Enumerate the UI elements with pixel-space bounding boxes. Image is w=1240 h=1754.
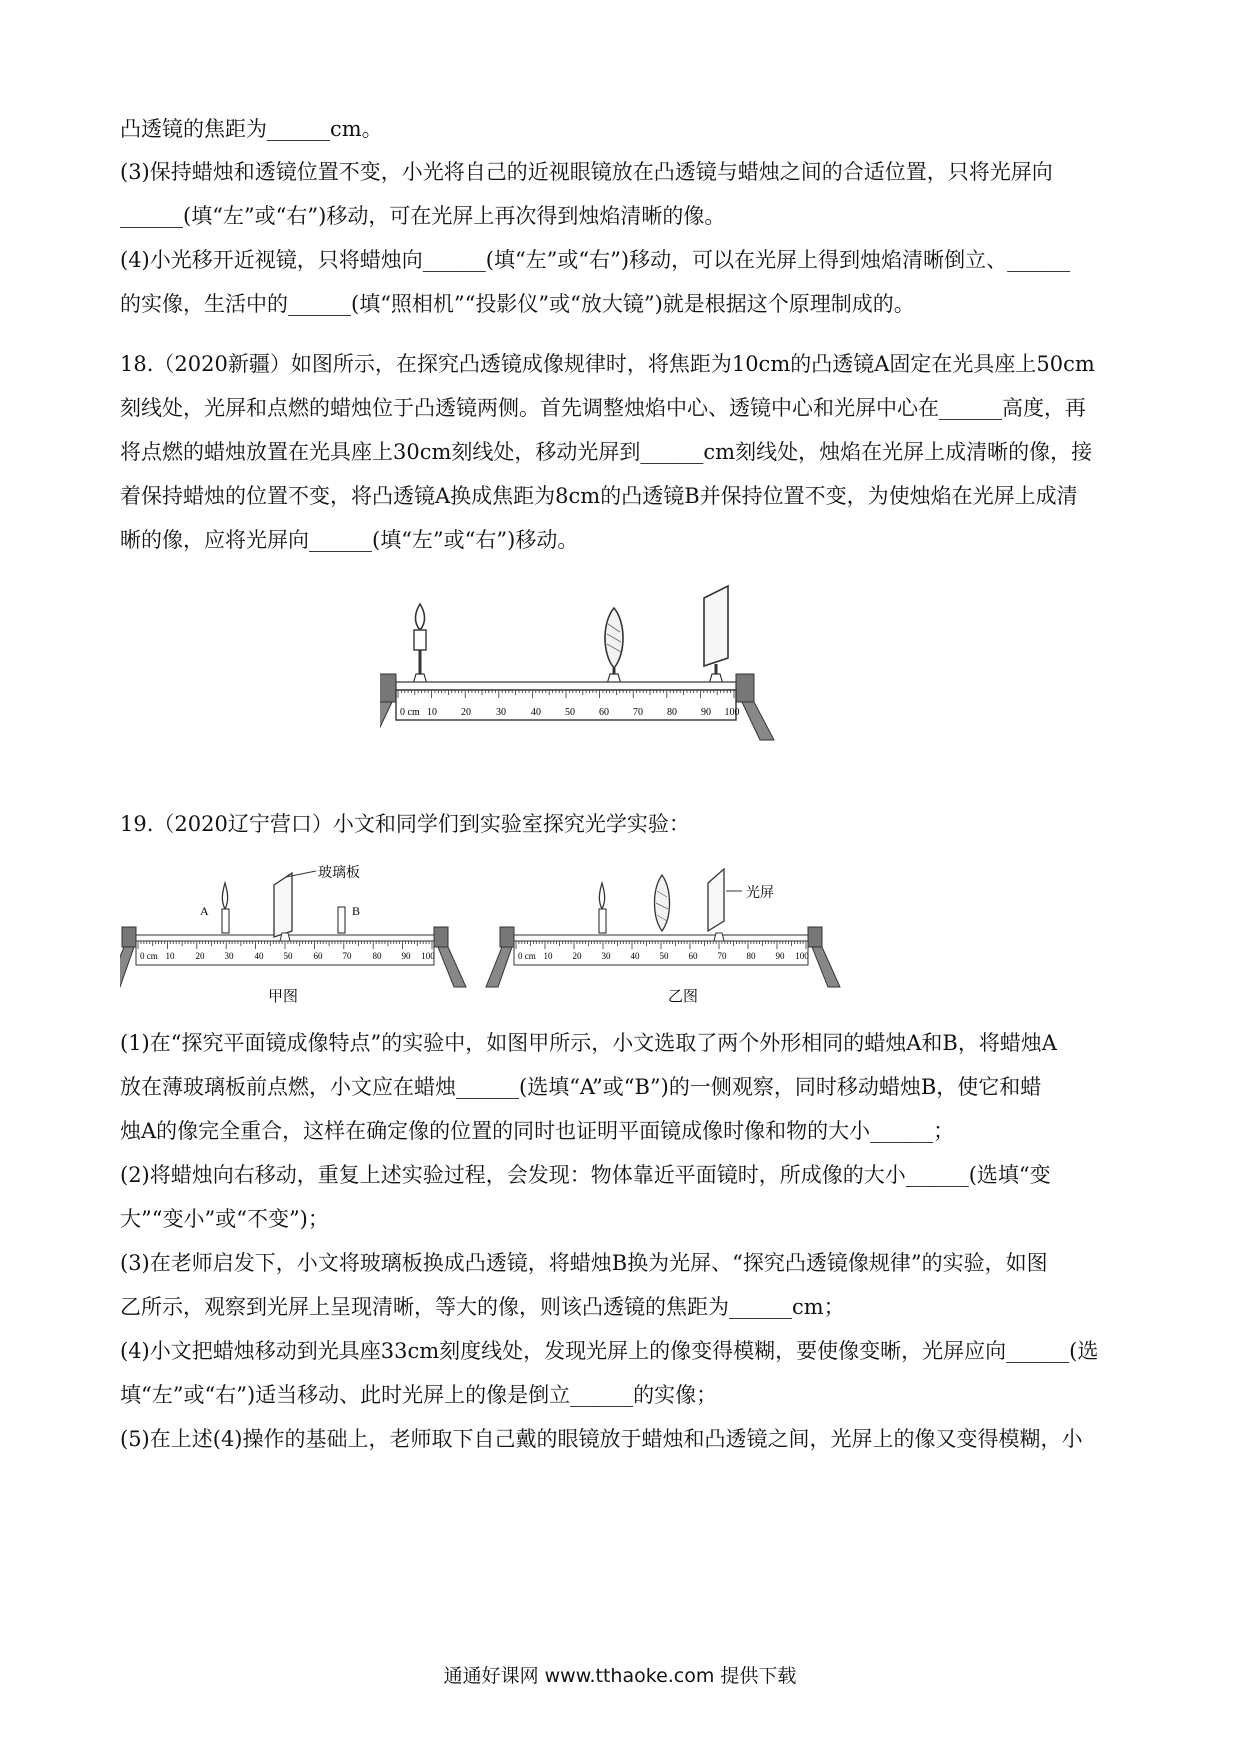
scale-label-30: 30 [496, 707, 506, 718]
q19-part-1-line-3: 烛A的像完全重合，这样在确定像的位置的同时也证明平面镜成像时像和物的大小______； [120, 1119, 955, 1143]
figure-jia-caption: 甲图 [268, 987, 299, 1005]
line-4: (4)小光移开近视镜，只将蜡烛向______(填“左”或“右”)移动，可以在光屏上得到烛焰清晰倒立、______ [120, 248, 1071, 272]
scale-label-100: 100 [724, 707, 740, 718]
light-screen-icon [704, 586, 728, 684]
scale-label-90: 90 [401, 951, 411, 961]
q19-part-2-line-2: 大”“变小”或“不变”)； [120, 1207, 329, 1231]
scale-label-10: 10 [427, 707, 437, 718]
scale-label-70: 70 [633, 707, 643, 718]
candle-b-label: B [352, 904, 361, 918]
line-3: ______(填“左”或“右”)移动，可在光屏上再次得到烛焰清晰的像。 [120, 204, 726, 228]
q19-part-3-line-1: (3)在老师启发下，小文将玻璃板换成凸透镜，将蜡烛B换为光屏、“探究凸透镜像规律”的实验，如图 [120, 1251, 1048, 1275]
scale-label-80: 80 [746, 951, 756, 961]
question-18-line-2: 刻线处，光屏和点燃的蜡烛位于凸透镜两侧。首先调整烛焰中心、透镜中心和光屏中心在______高度，再 [120, 396, 1086, 420]
scale-label-10: 10 [543, 951, 553, 961]
figure-yi-caption: 乙图 [668, 987, 699, 1005]
scale-label-30: 30 [224, 951, 234, 961]
question-18-line-4: 着保持蜡烛的位置不变，将凸透镜A换成焦距为8cm的凸透镜B并保持位置不变，为使烛焰在光屏上成清 [120, 484, 1078, 508]
q19-part-1-line-2: 放在薄玻璃板前点燃，小文应在蜡烛______(选填“A”或“B”)的一侧观察，同时移动蜡烛B，使它和蜡 [120, 1075, 1042, 1099]
optical-bench-figure-18 [380, 580, 860, 820]
scale-label-100: 100 [795, 951, 809, 961]
scale-label-80: 80 [372, 951, 382, 961]
scale-label-80: 80 [667, 707, 677, 718]
scale-label-40: 40 [630, 951, 640, 961]
scale-label-50: 50 [565, 707, 575, 718]
question-18-line-3: 将点燃的蜡烛放置在光具座上30cm刻线处，移动光屏到______cm刻线处，烛焰在光屏上成清晰的像，接 [120, 440, 1093, 464]
figure-jia [120, 864, 466, 1005]
scale-label-70: 70 [342, 951, 352, 961]
scale-label-60: 60 [688, 951, 698, 961]
scale-label-0: 0 cm [140, 951, 158, 961]
figure-19 [120, 855, 950, 1005]
scale-label-60: 60 [599, 707, 609, 718]
glass-plate-label: 玻璃板 [318, 865, 360, 881]
scale-label-0: 0 cm [400, 707, 420, 718]
q19-part-4-line-2: 填“左”或“右”)适当移动、此时光屏上的像是倒立______的实像； [120, 1383, 718, 1407]
q19-part-1-line-1: (1)在“探究平面镜成像特点”的实验中，如图甲所示，小文选取了两个外形相同的蜡烛A和B，将蜡烛A [120, 1031, 1057, 1055]
question-18-line-5: 晰的像，应将光屏向______(填“左”或“右”)移动。 [120, 528, 579, 552]
figure-yi [486, 869, 840, 1005]
convex-lens-icon [605, 608, 623, 684]
question-19-title: 19.（2020辽宁营口）小文和同学们到实验室探究光学实验： [120, 812, 690, 836]
q19-part-3-line-2: 乙所示，观察到光屏上呈现清晰，等大的像，则该凸透镜的焦距为______cm； [120, 1295, 845, 1319]
q19-part-4-line-1: (4)小文把蜡烛移动到光具座33cm刻度线处，发现光屏上的像变得模糊，要使像变晰，光屏应向______(选 [120, 1339, 1099, 1363]
scale-label-10: 10 [165, 951, 175, 961]
scale-label-20: 20 [461, 707, 471, 718]
scale-label-70: 70 [717, 951, 727, 961]
scale-label-40: 40 [254, 951, 264, 961]
scale-label-60: 60 [313, 951, 323, 961]
scale-label-0: 0 cm [518, 951, 536, 961]
question-18-line-1: 18.（2020新疆）如图所示，在探究凸透镜成像规律时，将焦距为10cm的凸透镜A固定在光具座上50cm [120, 352, 1095, 376]
line-5: 的实像，生活中的______(填“照相机”“投影仪”或“放大镜”)就是根据这个原理制成的。 [120, 292, 915, 316]
scale-label-30: 30 [601, 951, 611, 961]
scale-label-40: 40 [531, 707, 541, 718]
scale-label-20: 20 [195, 951, 205, 961]
optical-bench [380, 674, 774, 740]
scale-label-20: 20 [572, 951, 582, 961]
candle-a-label: A [200, 904, 209, 918]
scale-label-50: 50 [659, 951, 669, 961]
page-footer: 通通好课网 www.tthaoke.com 提供下载 [443, 1665, 797, 1687]
line-2: (3)保持蜡烛和透镜位置不变，小光将自己的近视眼镜放在凸透镜与蜡烛之间的合适位置，只将光屏向 [120, 160, 1053, 184]
scale-label-50: 50 [283, 951, 293, 961]
scale-label-100: 100 [421, 951, 435, 961]
scale-label-90: 90 [701, 707, 711, 718]
q19-part-2-line-1: (2)将蜡烛向右移动，重复上述实验过程，会发现：物体靠近平面镜时，所成像的大小______(选填“变 [120, 1163, 1051, 1187]
scale-label-90: 90 [775, 951, 785, 961]
q19-part-5-line-1: (5)在上述(4)操作的基础上，老师取下自己戴的眼镜放于蜡烛和凸透镜之间，光屏上的像又变得模糊，小 [120, 1427, 1083, 1451]
line-1: 凸透镜的焦距为______cm。 [120, 117, 383, 141]
light-screen-label: 光屏 [746, 885, 774, 901]
candle-icon [413, 604, 427, 684]
